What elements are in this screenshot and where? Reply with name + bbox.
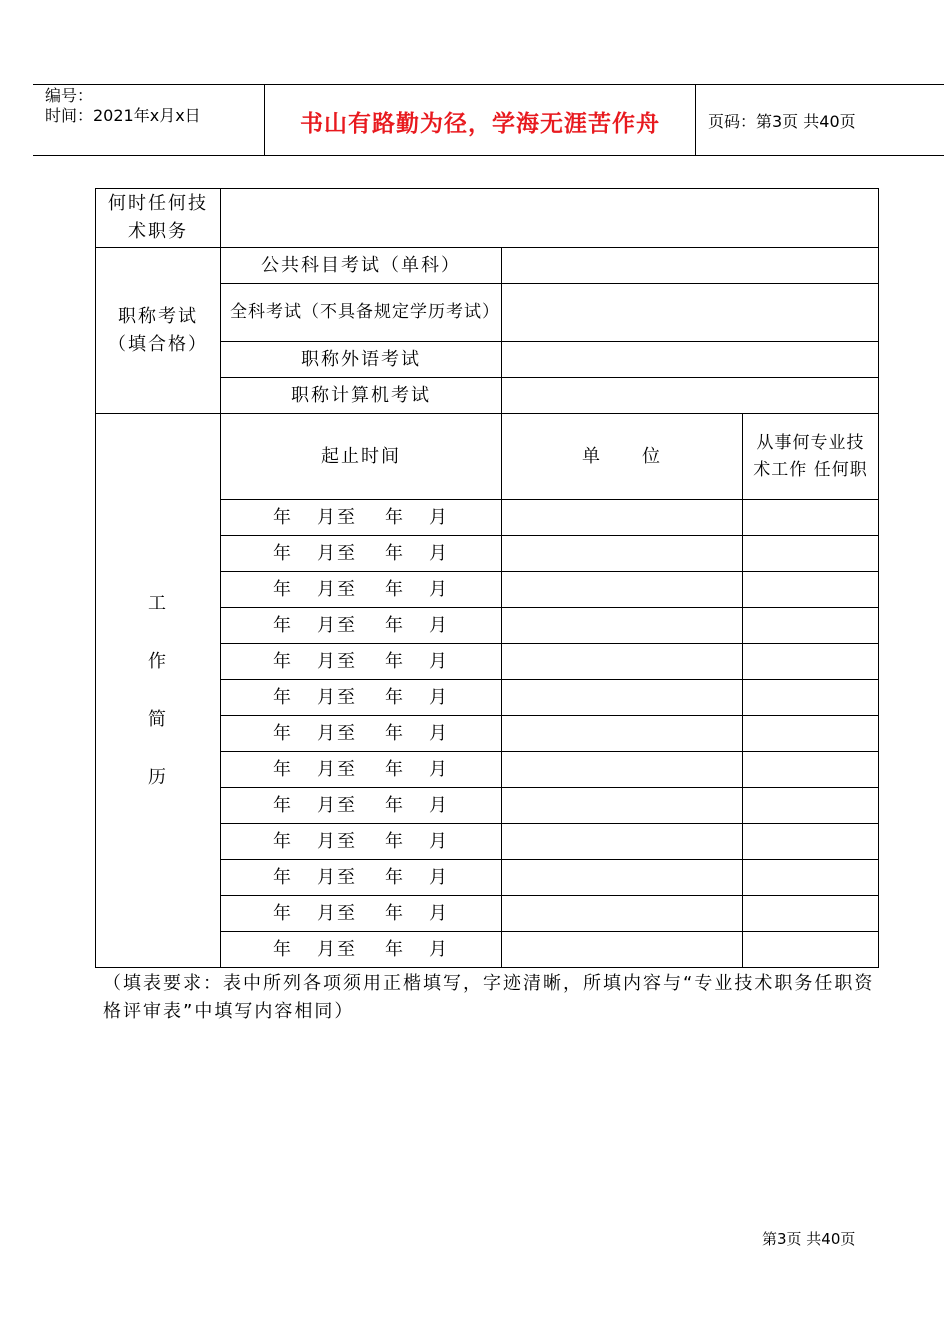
period-m1: 月至 [317, 722, 357, 744]
header-meta [33, 85, 264, 155]
period-y2: 年 [385, 902, 405, 924]
period-y2: 年 [385, 506, 405, 528]
work-role-cell[interactable] [743, 608, 879, 644]
work-role-cell[interactable] [743, 572, 879, 608]
period-m1: 月至 [317, 830, 357, 852]
qualification-form [95, 188, 879, 968]
period-m1: 月至 [317, 866, 357, 888]
period-y2: 年 [385, 686, 405, 708]
period-m1: 月至 [317, 506, 357, 528]
work-period-cell[interactable] [221, 644, 502, 680]
work-period-cell[interactable] [221, 536, 502, 572]
work-period-cell[interactable] [221, 680, 502, 716]
work-role-cell[interactable] [743, 644, 879, 680]
period-y1: 年 [273, 686, 293, 708]
work-role-cell[interactable] [743, 860, 879, 896]
header-motto-cell [264, 85, 696, 155]
period-m1: 月至 [317, 578, 357, 600]
period-y2: 年 [385, 650, 405, 672]
work-period-cell[interactable] [221, 824, 502, 860]
period-y1: 年 [273, 722, 293, 744]
period-m1: 月至 [317, 938, 357, 960]
work-role-cell[interactable] [743, 752, 879, 788]
column-period: 起止时间 [221, 414, 502, 500]
document-number-label: 编号： [45, 86, 94, 105]
work-unit-cell[interactable] [502, 932, 743, 968]
period-y2: 年 [385, 866, 405, 888]
work-role-cell[interactable] [743, 500, 879, 536]
period-y1: 年 [273, 830, 293, 852]
period-y1: 年 [273, 794, 293, 816]
work-role-cell[interactable] [743, 896, 879, 932]
work-unit-cell[interactable] [502, 680, 743, 716]
work-role-cell[interactable] [743, 932, 879, 968]
work-role-cell[interactable] [743, 788, 879, 824]
period-y1: 年 [273, 758, 293, 780]
appointment-value[interactable] [221, 189, 879, 248]
work-unit-cell[interactable] [502, 644, 743, 680]
work-unit-cell[interactable] [502, 716, 743, 752]
period-y1: 年 [273, 614, 293, 636]
period-y1: 年 [273, 506, 293, 528]
period-y1: 年 [273, 866, 293, 888]
period-m1: 月至 [317, 902, 357, 924]
period-y1: 年 [273, 650, 293, 672]
work-period-cell[interactable] [221, 572, 502, 608]
work-period-cell[interactable] [221, 752, 502, 788]
period-m2: 月 [429, 614, 449, 636]
period-m2: 月 [429, 650, 449, 672]
work-period-cell[interactable] [221, 608, 502, 644]
period-m2: 月 [429, 938, 449, 960]
work-role-cell[interactable] [743, 716, 879, 752]
appointment-label: 何时任何技术职务 [96, 189, 221, 248]
work-unit-cell[interactable] [502, 536, 743, 572]
column-unit: 单 位 [502, 414, 743, 500]
period-m2: 月 [429, 506, 449, 528]
column-role: 从事何专业技术工作 任何职 [743, 414, 879, 500]
work-period-cell[interactable] [221, 896, 502, 932]
work-unit-cell[interactable] [502, 788, 743, 824]
work-unit-cell[interactable] [502, 500, 743, 536]
work-period-cell[interactable] [221, 788, 502, 824]
work-period-cell[interactable] [221, 932, 502, 968]
period-m1: 月至 [317, 794, 357, 816]
work-period-cell[interactable] [221, 500, 502, 536]
page-header [33, 84, 944, 156]
period-y2: 年 [385, 722, 405, 744]
period-y2: 年 [385, 578, 405, 600]
header-page-number: 页码：第3页 共40页 [708, 112, 856, 131]
work-unit-cell[interactable] [502, 572, 743, 608]
exam-full-value[interactable] [502, 284, 879, 342]
period-m2: 月 [429, 686, 449, 708]
period-y1: 年 [273, 938, 293, 960]
exam-full-label: 全科考试（不具备规定学历考试） [221, 284, 502, 342]
exam-public-label: 公共科目考试（单科） [221, 248, 502, 284]
exam-foreign-language-value[interactable] [502, 342, 879, 378]
work-history-label: 工 作 简 历 [96, 414, 221, 968]
period-y2: 年 [385, 938, 405, 960]
period-m2: 月 [429, 902, 449, 924]
period-y2: 年 [385, 794, 405, 816]
period-y1: 年 [273, 542, 293, 564]
exam-computer-label: 职称计算机考试 [221, 378, 502, 414]
period-m2: 月 [429, 830, 449, 852]
fill-instructions: （填表要求：表中所列各项须用正楷填写，字迹清晰，所填内容与“专业技术职务任职资格评审表”中填写内容相同） [103, 973, 875, 1022]
period-m1: 月至 [317, 614, 357, 636]
period-y2: 年 [385, 614, 405, 636]
header-motto: 书山有路勤为径，学海无涯苦作舟 [300, 111, 660, 137]
work-unit-cell[interactable] [502, 896, 743, 932]
period-y2: 年 [385, 830, 405, 852]
period-y1: 年 [273, 578, 293, 600]
work-period-cell[interactable] [221, 860, 502, 896]
footer-page-number: 第3页 共40页 [762, 1230, 856, 1248]
period-m2: 月 [429, 794, 449, 816]
period-m1: 月至 [317, 542, 357, 564]
period-y2: 年 [385, 542, 405, 564]
exam-public-value[interactable] [502, 248, 879, 284]
period-m1: 月至 [317, 758, 357, 780]
period-m2: 月 [429, 542, 449, 564]
period-m1: 月至 [317, 686, 357, 708]
work-role-cell[interactable] [743, 680, 879, 716]
work-unit-cell[interactable] [502, 824, 743, 860]
work-unit-cell[interactable] [502, 608, 743, 644]
period-y2: 年 [385, 758, 405, 780]
exam-foreign-language-label: 职称外语考试 [221, 342, 502, 378]
work-period-cell[interactable] [221, 716, 502, 752]
exam-computer-value[interactable] [502, 378, 879, 414]
work-role-cell[interactable] [743, 536, 879, 572]
period-y1: 年 [273, 902, 293, 924]
period-m1: 月至 [317, 650, 357, 672]
work-role-cell[interactable] [743, 824, 879, 860]
period-m2: 月 [429, 866, 449, 888]
exam-label: 职称考试（填合格） [96, 248, 221, 414]
document-time-label: 时间：2021年x月x日 [45, 106, 201, 125]
header-page-cell [696, 85, 944, 155]
work-unit-cell[interactable] [502, 752, 743, 788]
period-m2: 月 [429, 758, 449, 780]
period-m2: 月 [429, 578, 449, 600]
work-unit-cell[interactable] [502, 860, 743, 896]
period-m2: 月 [429, 722, 449, 744]
